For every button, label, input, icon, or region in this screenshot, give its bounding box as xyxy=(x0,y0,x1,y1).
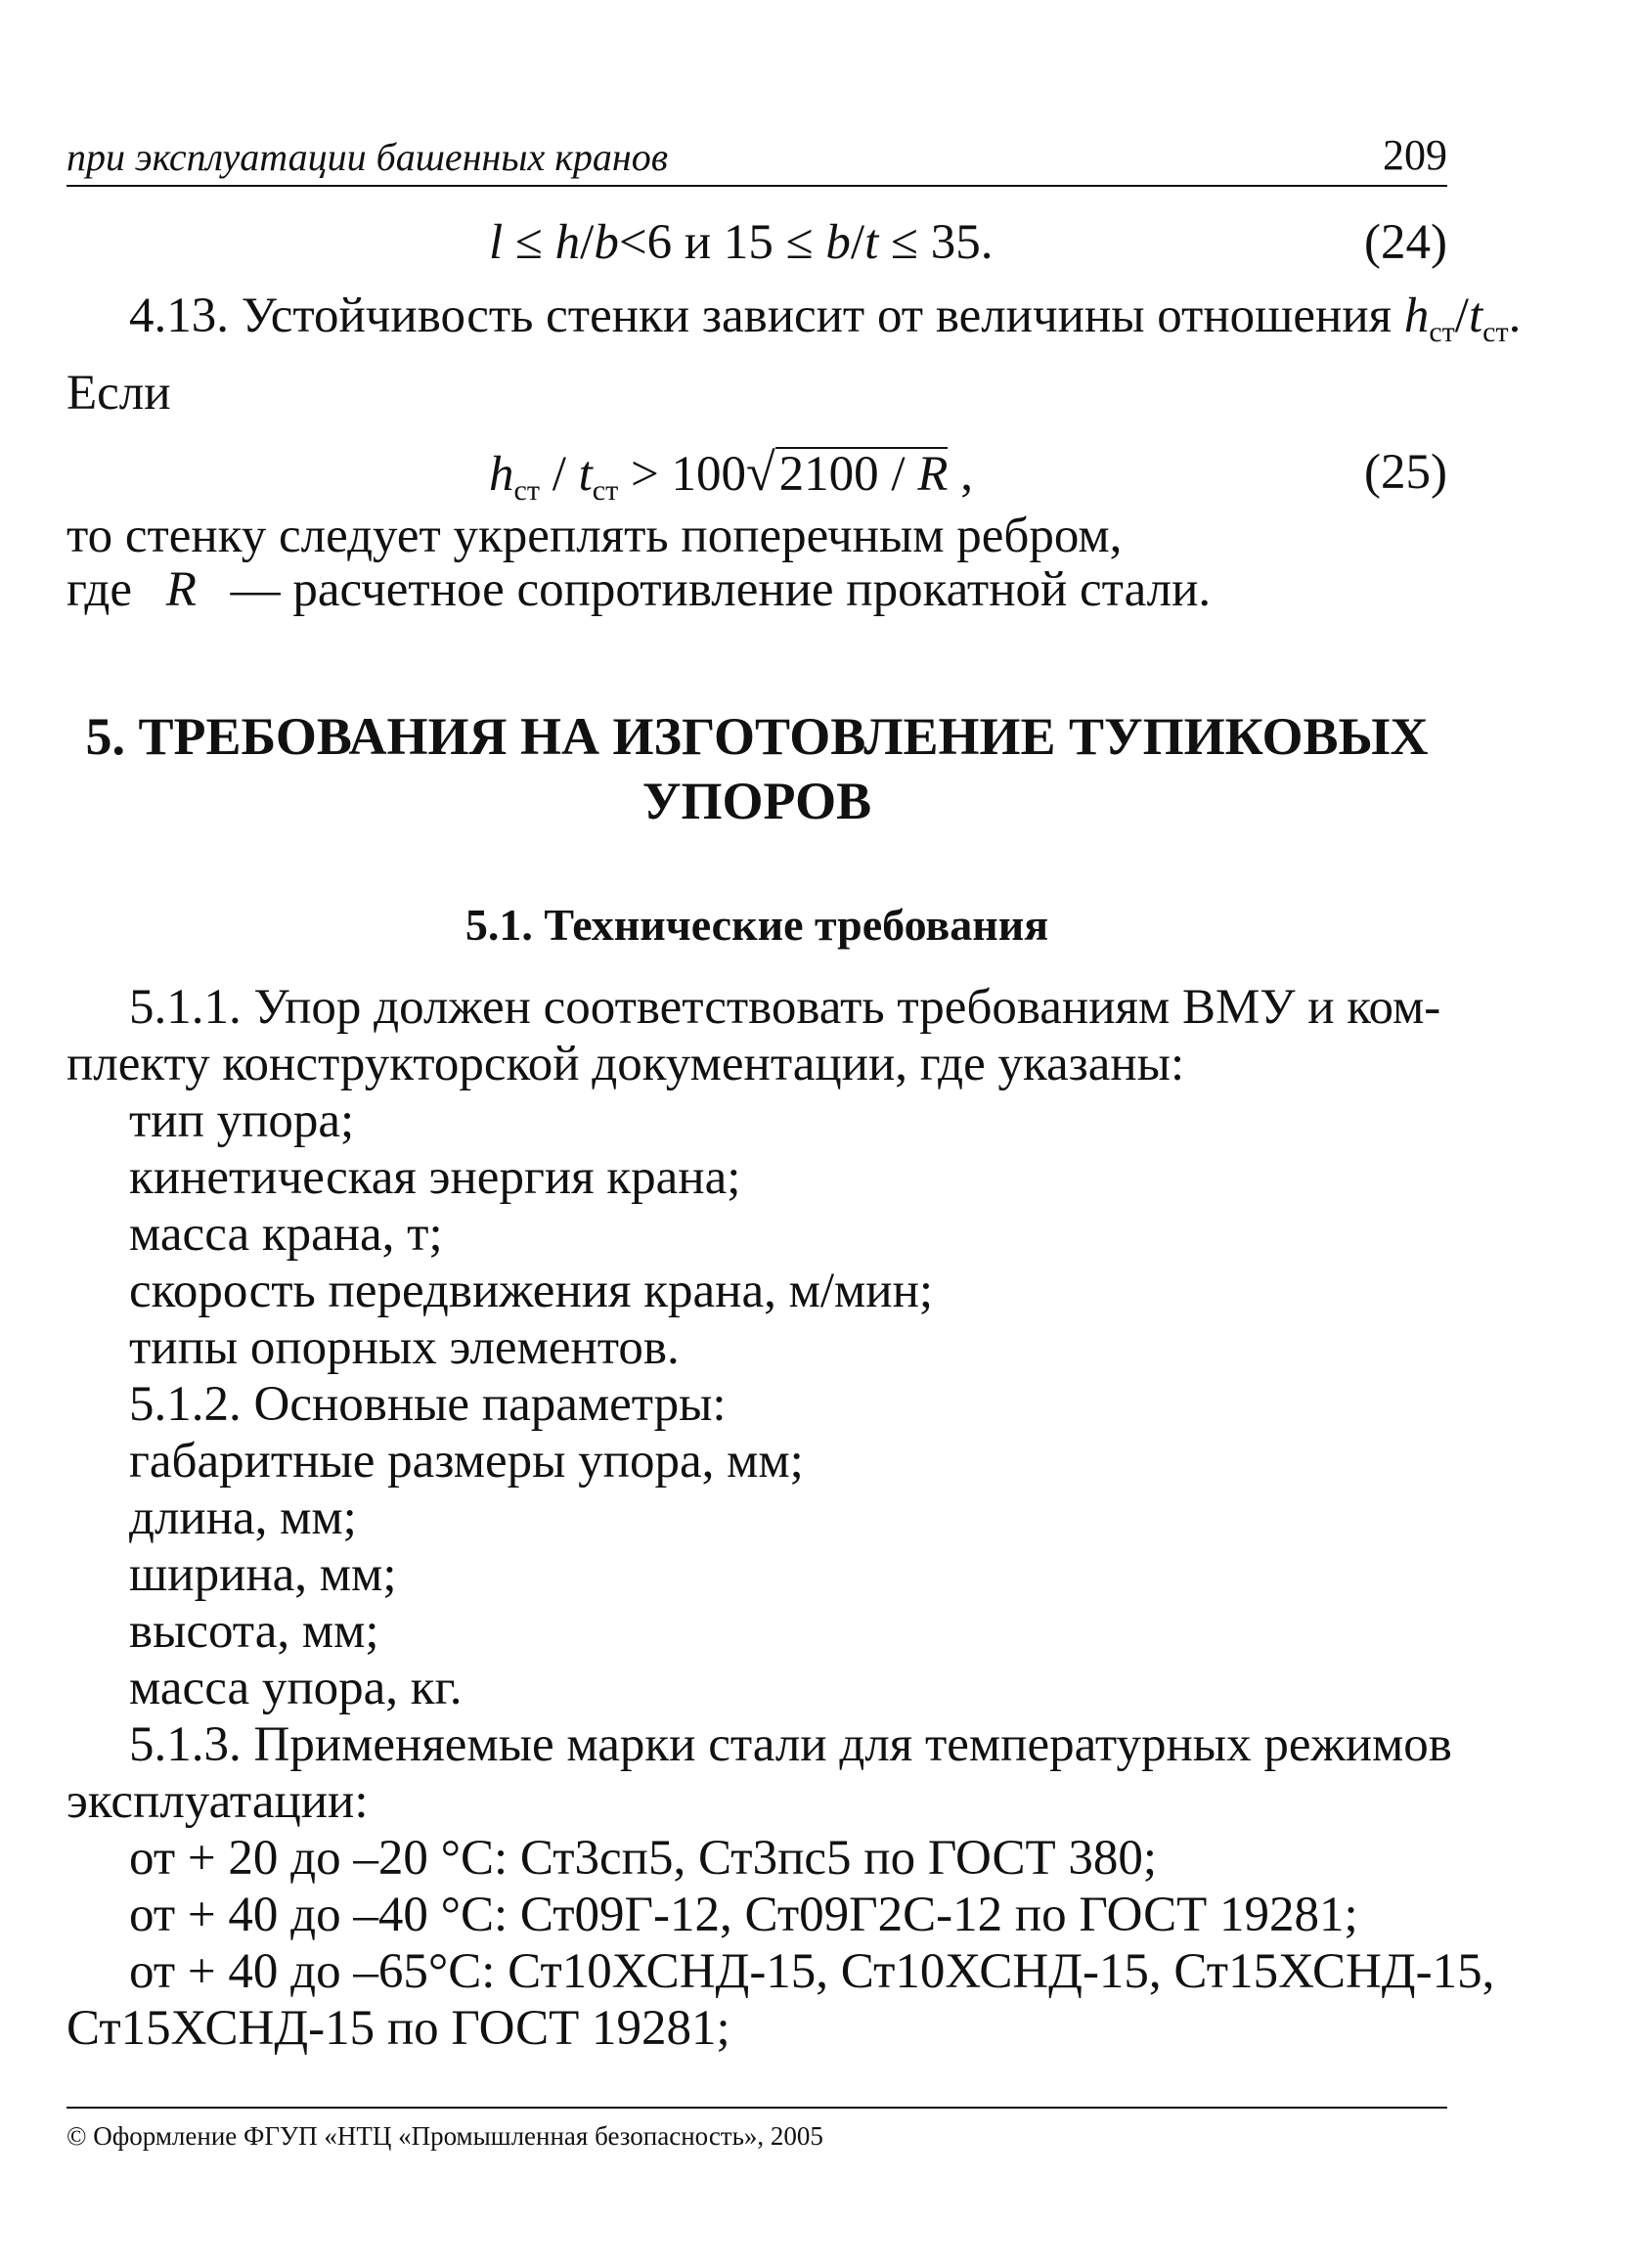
formula-25-sub2: ст xyxy=(592,474,619,507)
text-line: то стенку следует укреплять поперечным ребром, xyxy=(66,509,1123,563)
formula-25-slash: / xyxy=(539,447,579,502)
body-line: от + 40 до –65°С: Ст10ХСНД-15, Ст10ХСНД-15, Ст15ХСНД-15, xyxy=(129,1944,1495,1999)
where-prefix: где xyxy=(66,562,132,617)
body-line: 5.1.2. Основные параметры: xyxy=(129,1377,727,1432)
body-line: 5.1.1. Упор должен соответствовать требованиям ВМУ и ком- xyxy=(129,980,1441,1035)
formula-24-b2: b xyxy=(825,215,851,270)
esli-line: Если xyxy=(66,366,171,421)
ratio-end: . xyxy=(1508,289,1522,343)
formula-25-comma: , xyxy=(948,447,973,502)
running-header-title: при эксплуатации башенных кранов xyxy=(66,135,669,179)
body-line: плекту конструкторской документации, где указаны: xyxy=(66,1037,1185,1091)
body-line: от + 20 до –20 °С: Ст3сп5, Ст3пс5 по ГОСТ 380; xyxy=(129,1831,1158,1886)
where-text: — расчетное сопротивление прокатной стали. xyxy=(230,562,1212,617)
formula-24-le: ≤ xyxy=(503,215,555,270)
header-rule xyxy=(66,185,1447,187)
formula-25-R: R xyxy=(917,447,949,502)
body-line: от + 40 до –40 °С: Ст09Г-12, Ст09Г2С-12 по ГОСТ 19281; xyxy=(129,1888,1358,1942)
body-line: габаритные размеры упора, мм; xyxy=(129,1434,804,1489)
body-line: Ст15ХСНД-15 по ГОСТ 19281; xyxy=(66,2001,730,2056)
body-line: ширина, мм; xyxy=(129,1547,397,1602)
formula-24 xyxy=(489,213,993,272)
ratio-t: t xyxy=(1468,289,1483,343)
formula-24-slash: / xyxy=(580,215,595,270)
body-line: масса крана, т; xyxy=(129,1207,443,1262)
subsection-heading: 5.1. Технические требования xyxy=(464,900,1049,950)
where-line xyxy=(66,560,1211,619)
formula-24-mid: <6 и 15 ≤ xyxy=(618,215,826,270)
formula-24-t: t xyxy=(864,215,879,270)
footer-copyright: © Оформление ФГУП «НТЦ «Промышленная безопасность», 2005 xyxy=(66,2121,823,2151)
sqrt-sign: √ xyxy=(745,443,775,502)
footer-rule xyxy=(66,2107,1447,2109)
equation-number-24: (24) xyxy=(1364,215,1447,270)
equation-number-25: (25) xyxy=(1364,445,1447,500)
formula-25-sub1: ст xyxy=(513,474,540,507)
body-line: тип упора; xyxy=(129,1093,355,1148)
section-heading-line-1: 5. ТРЕБОВАНИЯ НА ИЗГОТОВЛЕНИЕ ТУПИКОВЫХ xyxy=(85,707,1429,766)
formula-24-slash2: / xyxy=(850,215,865,270)
paragraph-4-13-text: 4.13. Устойчивость стенки зависит от величины отношения xyxy=(129,289,1404,343)
formula-24-end: ≤ 35. xyxy=(878,215,994,270)
page-number: 209 xyxy=(1383,131,1447,179)
ratio-sub1: ст xyxy=(1429,316,1455,348)
formula-25-h: h xyxy=(489,447,514,502)
ratio-h: h xyxy=(1403,289,1430,343)
ratio-slash: / xyxy=(1454,289,1469,343)
formula-24-b: b xyxy=(594,215,619,270)
section-heading-line-2: УПОРОВ xyxy=(641,772,872,830)
formula-25-t: t xyxy=(578,447,593,502)
body-line: высота, мм; xyxy=(129,1604,379,1659)
formula-24-h: h xyxy=(554,215,581,270)
body-line: длина, мм; xyxy=(129,1490,357,1545)
body-line: эксплуатации: xyxy=(66,1774,369,1829)
sqrt-radicand xyxy=(775,447,949,500)
body-line: скорость передвижения крана, м/мин; xyxy=(129,1264,934,1318)
body-line: типы опорных элементов. xyxy=(129,1320,680,1375)
ratio-sub2: ст xyxy=(1482,316,1509,348)
formula-24-l: l xyxy=(489,215,504,270)
body-line: кинетическая энергия крана; xyxy=(129,1150,741,1205)
formula-25-radicand: 2100 / xyxy=(778,447,918,502)
running-header xyxy=(66,131,1447,186)
paragraph-4-13 xyxy=(129,287,1521,362)
body-line: масса упора, кг. xyxy=(129,1661,463,1715)
formula-25-gt: > 100 xyxy=(618,447,746,502)
body-line: 5.1.3. Применяемые марки стали для температурных режимов xyxy=(129,1717,1452,1772)
where-R: R xyxy=(165,562,197,617)
